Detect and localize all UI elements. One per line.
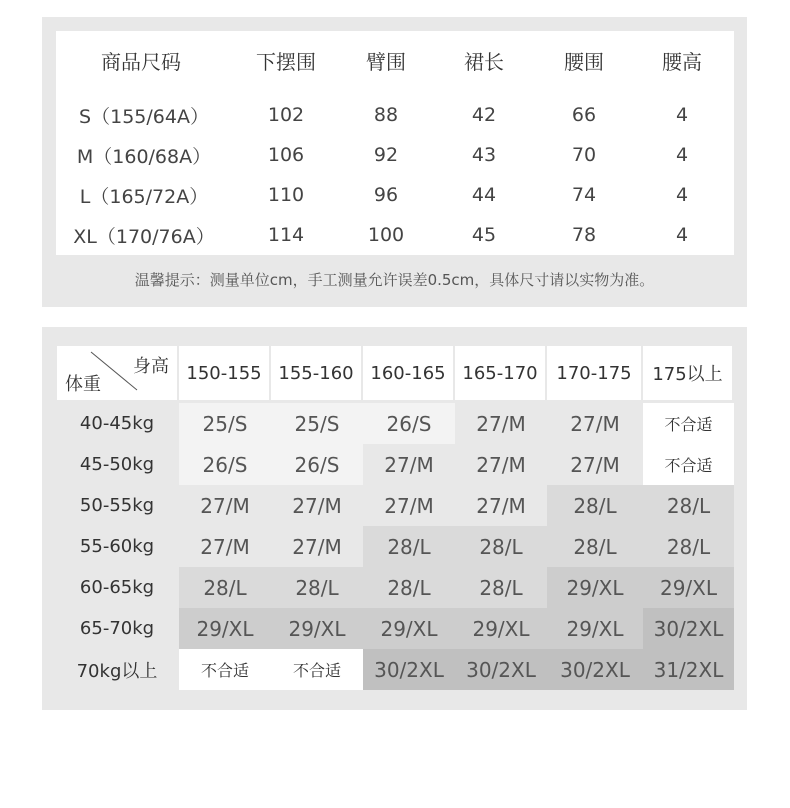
- recommended-size-cell: 27/M: [271, 485, 363, 526]
- length-value: 42: [471, 104, 497, 126]
- recommended-size-cell: 不合适: [271, 649, 363, 690]
- recommended-size-cell: 30/2XL: [547, 649, 643, 690]
- weight-range-label: 60-65kg: [79, 577, 155, 598]
- hem-value: 110: [267, 184, 305, 206]
- recommended-size-cell: 28/L: [363, 526, 455, 567]
- height-axis-label: 身高: [133, 356, 169, 377]
- table-row: [56, 175, 734, 215]
- recommended-size-cell: 27/M: [179, 526, 271, 567]
- weight-axis-label: 体重: [65, 374, 101, 395]
- waist-value: 70: [571, 144, 597, 166]
- size-chart-table: [56, 31, 734, 255]
- size-label: S（155/64A）: [79, 105, 209, 128]
- recommended-size-cell: 29/XL: [271, 608, 363, 649]
- recommended-size-cell: 27/M: [271, 526, 363, 567]
- hem-value: 114: [267, 224, 305, 246]
- weight-range-label: 70kg以上: [76, 660, 158, 682]
- size-label: XL（170/76A）: [73, 225, 215, 248]
- measurement-note: 温馨提示：测量单位cm，手工测量允许误差0.5cm，具体尺寸请以实物为准。: [134, 270, 655, 289]
- waist-height-value: 4: [675, 224, 689, 246]
- weight-range-label: 55-60kg: [79, 536, 155, 557]
- recommended-size-cell: 29/XL: [547, 608, 643, 649]
- arm-value: 92: [373, 144, 399, 166]
- recommended-size-cell: 30/2XL: [643, 608, 734, 649]
- weight-range-label: 65-70kg: [79, 618, 155, 639]
- recommended-size-cell: 27/M: [547, 444, 643, 485]
- recommended-size-cell: 28/L: [643, 526, 734, 567]
- height-range-header: 160-165: [363, 346, 453, 400]
- arm-value: 88: [373, 104, 399, 126]
- recommended-size-cell: 28/L: [179, 567, 271, 608]
- header-size: 商品尺码: [101, 49, 181, 74]
- recommended-size-cell: 29/XL: [547, 567, 643, 608]
- corner-header: [57, 346, 177, 400]
- hem-value: 102: [267, 104, 305, 126]
- size-recommendation-table: [57, 346, 734, 690]
- header-arm: 臂围: [366, 49, 406, 74]
- recommended-size-cell: 28/L: [643, 485, 734, 526]
- arm-value: 100: [367, 224, 405, 246]
- header-waist-height: 腰高: [662, 49, 702, 74]
- height-range-header: 170-175: [547, 346, 641, 400]
- recommended-size-cell: 28/L: [547, 485, 643, 526]
- recommended-size-cell: 28/L: [363, 567, 455, 608]
- weight-range-label: 50-55kg: [79, 495, 155, 516]
- recommended-size-cell: 29/XL: [455, 608, 547, 649]
- length-value: 43: [471, 144, 497, 166]
- weight-range-label: 45-50kg: [79, 454, 155, 475]
- table-row: [56, 215, 734, 255]
- waist-value: 66: [571, 104, 597, 126]
- table-row: [56, 95, 734, 135]
- size-label: M（160/68A）: [76, 145, 212, 168]
- recommended-size-cell: 29/XL: [363, 608, 455, 649]
- table-row: [56, 135, 734, 175]
- recommended-size-cell: 26/S: [179, 444, 271, 485]
- recommended-size-cell: 25/S: [179, 403, 271, 444]
- recommended-size-cell: 27/M: [363, 444, 455, 485]
- recommended-size-cell: 27/M: [455, 403, 547, 444]
- recommended-size-cell: 29/XL: [179, 608, 271, 649]
- size-label: L（165/72A）: [79, 185, 209, 208]
- recommended-size-cell: 30/2XL: [455, 649, 547, 690]
- height-range-header: 150-155: [179, 346, 269, 400]
- size-chart-header-row: [56, 31, 734, 89]
- waist-value: 74: [571, 184, 597, 206]
- waist-height-value: 4: [675, 144, 689, 166]
- recommended-size-cell: 不合适: [179, 649, 271, 690]
- recommended-size-cell: 27/M: [363, 485, 455, 526]
- recommended-size-cell: 31/2XL: [643, 649, 734, 690]
- recommended-size-cell: 28/L: [455, 526, 547, 567]
- recommended-size-cell: 不合适: [643, 444, 734, 485]
- height-range-header: 155-160: [271, 346, 361, 400]
- recommended-size-cell: 28/L: [271, 567, 363, 608]
- recommended-size-cell: 26/S: [271, 444, 363, 485]
- waist-value: 78: [571, 224, 597, 246]
- header-waist: 腰围: [564, 49, 604, 74]
- length-value: 45: [471, 224, 497, 246]
- recommended-size-cell: 26/S: [363, 403, 455, 444]
- weight-range-label: 40-45kg: [79, 413, 155, 434]
- header-hem: 下摆围: [256, 49, 316, 74]
- height-range-header: 165-170: [455, 346, 545, 400]
- recommended-size-cell: 30/2XL: [363, 649, 455, 690]
- header-length: 裙长: [464, 49, 504, 74]
- recommended-size-cell: 27/M: [455, 444, 547, 485]
- recommended-size-cell: 29/XL: [643, 567, 734, 608]
- waist-height-value: 4: [675, 104, 689, 126]
- recommended-size-cell: 27/M: [547, 403, 643, 444]
- arm-value: 96: [373, 184, 399, 206]
- height-range-header: 175以上: [643, 346, 732, 400]
- recommended-size-cell: 28/L: [455, 567, 547, 608]
- length-value: 44: [471, 184, 497, 206]
- hem-value: 106: [267, 144, 305, 166]
- recommended-size-cell: 27/M: [179, 485, 271, 526]
- recommended-size-cell: 25/S: [271, 403, 363, 444]
- recommended-size-cell: 27/M: [455, 485, 547, 526]
- recommended-size-cell: 不合适: [643, 403, 734, 444]
- waist-height-value: 4: [675, 184, 689, 206]
- recommended-size-cell: 28/L: [547, 526, 643, 567]
